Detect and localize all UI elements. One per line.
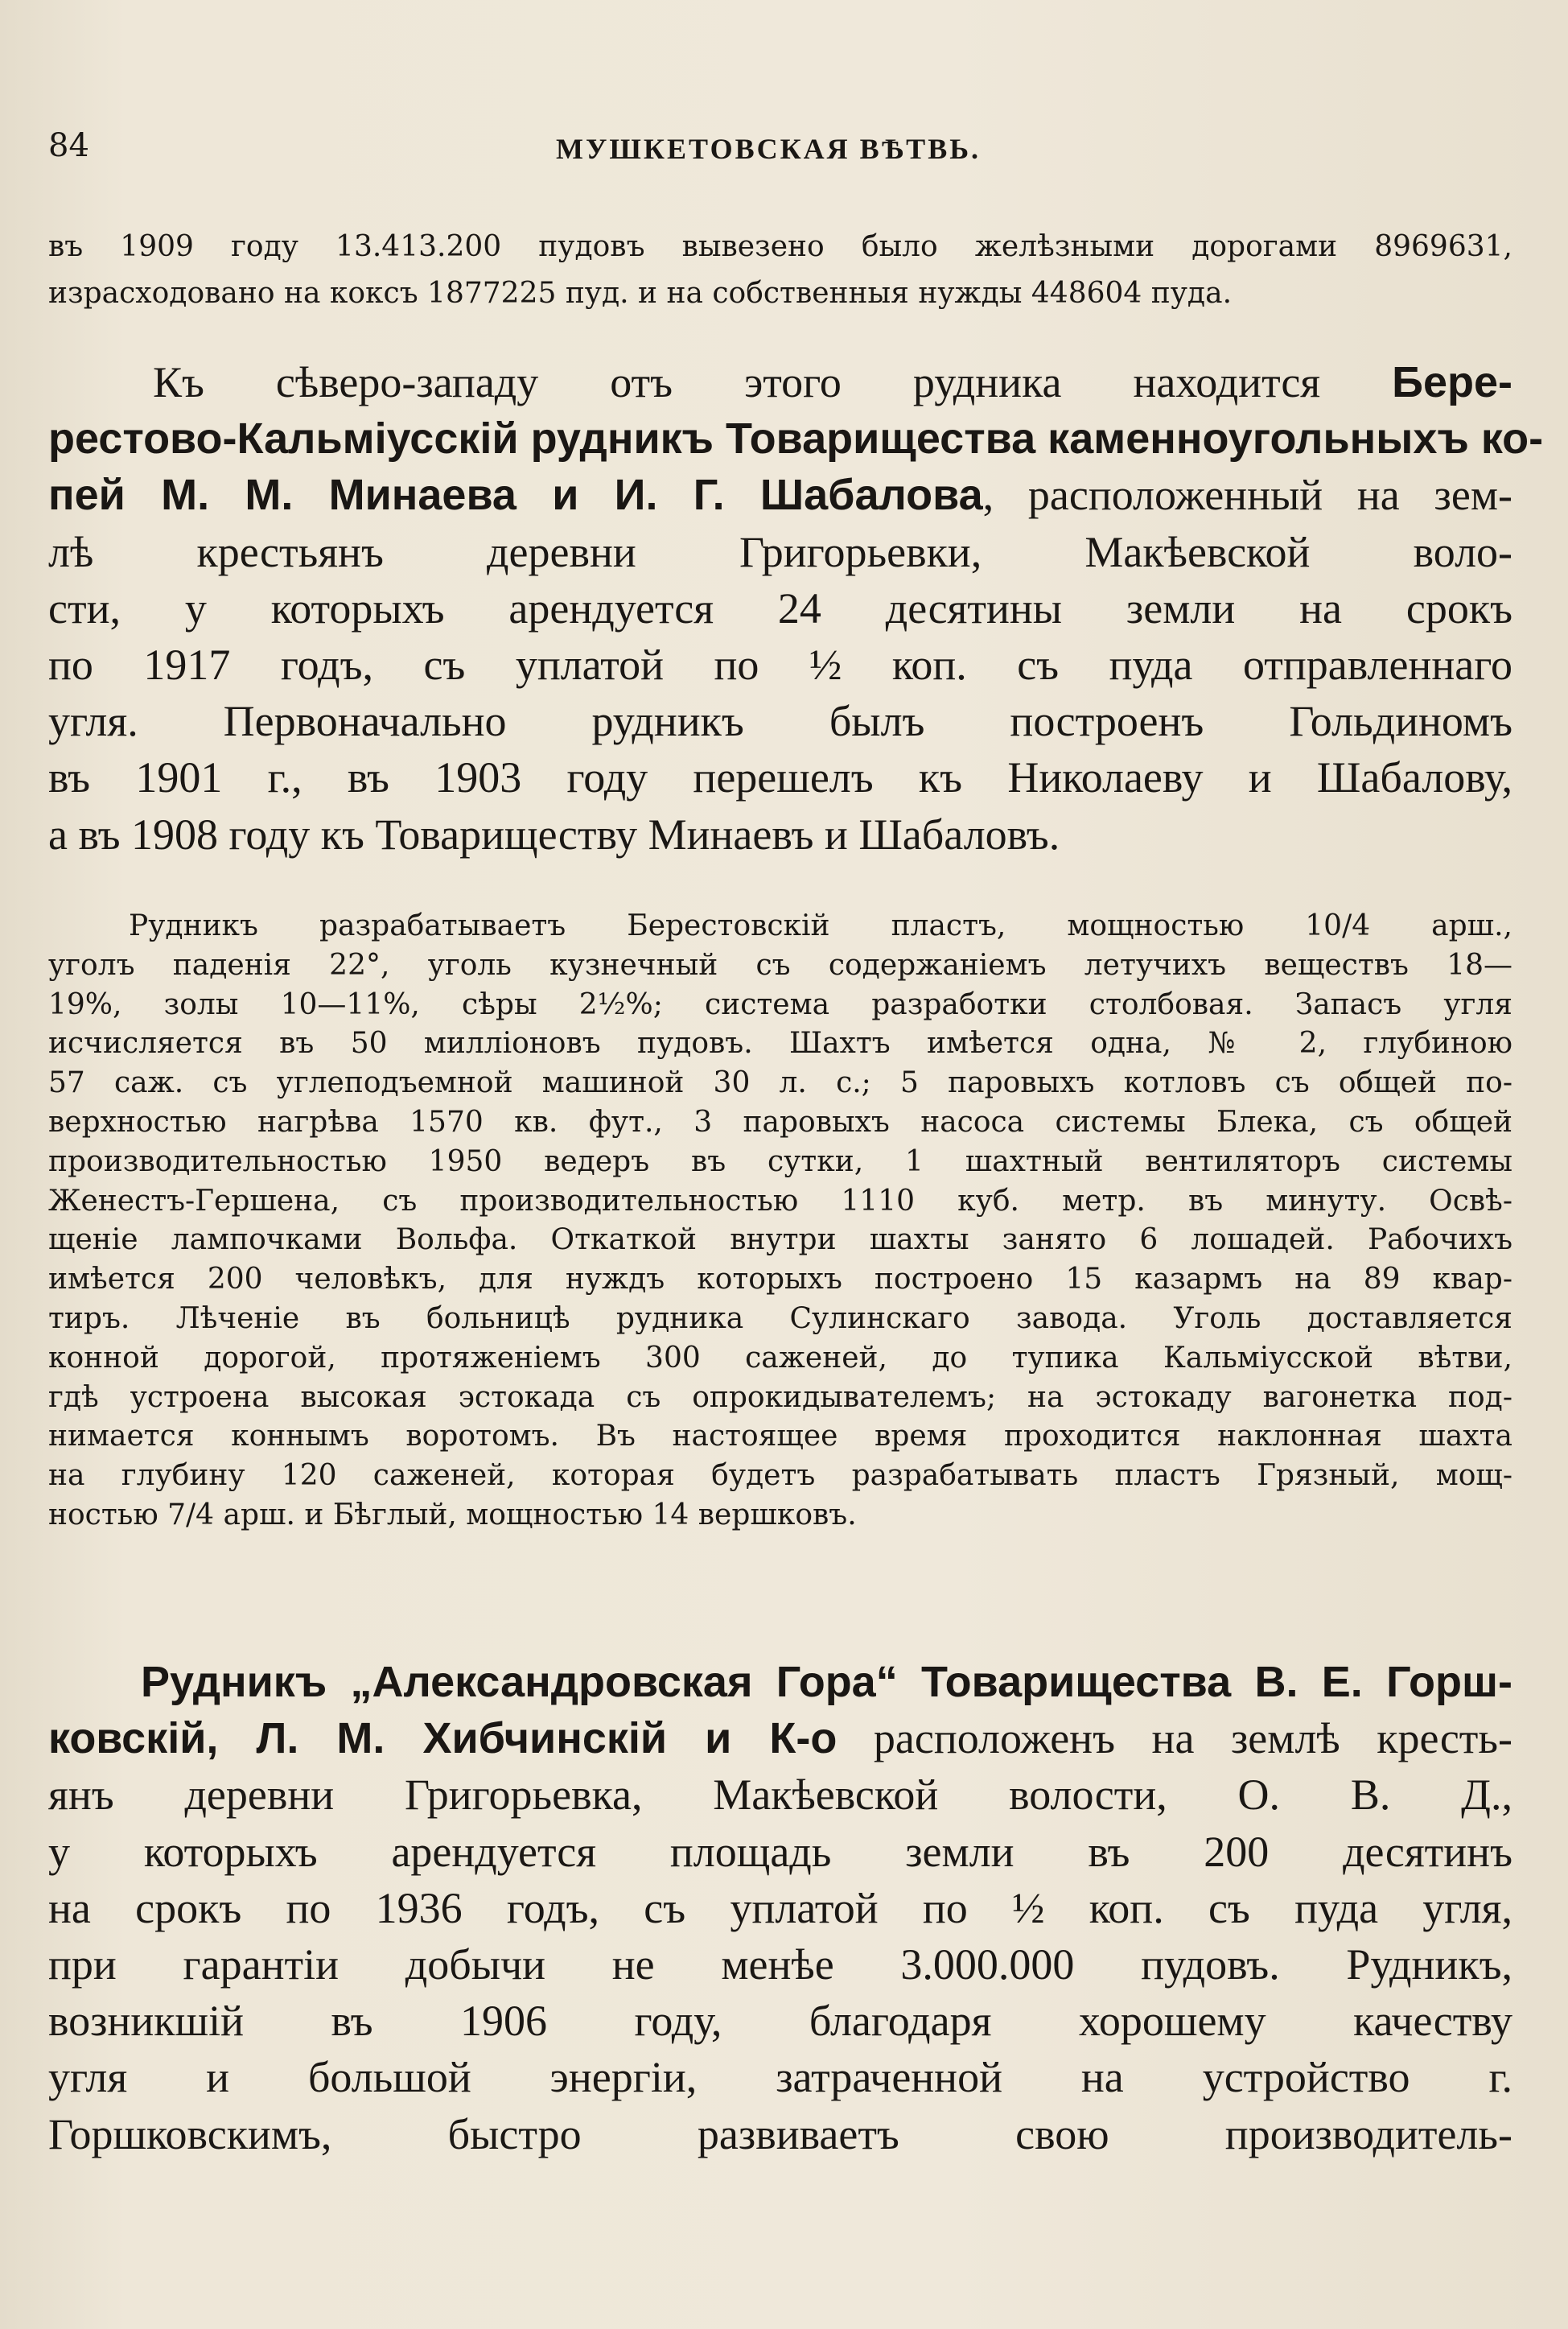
text-line: на глубину 120 саженей, которая будетъ разрабатывать пластъ Грязный, мощ- bbox=[48, 1459, 1512, 1493]
mine-name-bold: Рудникъ „Александровская Гора“ Товарищества В. Е. Горш- bbox=[141, 1658, 1512, 1706]
text-line: 19%, золы 10—11%, сѣры 2½%; система разработки столбовая. Запасъ угля bbox=[48, 987, 1512, 1021]
text-line: а въ 1908 году къ Товариществу Минаевъ и Шабаловъ. bbox=[48, 810, 1060, 859]
text-line: угля. Первоначально рудникъ былъ построенъ Гольдиномъ bbox=[48, 697, 1512, 746]
text-segment: , расположенный на зем- bbox=[982, 471, 1512, 520]
page-number: 84 bbox=[48, 127, 89, 164]
text-line: у которыхъ арендуется площадь земли въ 200 десятинъ bbox=[48, 1827, 1512, 1876]
text-line: верхностью нагрѣва 1570 кв. фут., 3 паровыхъ насоса системы Блека, съ общей bbox=[48, 1105, 1512, 1139]
text-line bbox=[48, 1654, 1512, 1710]
text-segment: Къ сѣверо-западу отъ этого рудника находится bbox=[153, 358, 1393, 406]
paragraph-alexandrovskaya-gora-mine bbox=[48, 1654, 1512, 2162]
text-line: гдѣ устроена высокая эстокада съ опрокидывателемъ; на эстокаду вагонетка под- bbox=[48, 1380, 1512, 1414]
text-line: въ 1909 году 13.413.200 пудовъ вывезено было желѣзными дорогами 8969631, bbox=[48, 230, 1512, 263]
text-line: возникшій въ 1906 году, благодаря хорошему качеству bbox=[48, 1997, 1512, 2046]
text-line: щеніе лампочками Вольфа. Откаткой внутри шахты занято 6 лошадей. Рабочихъ bbox=[48, 1223, 1512, 1257]
text-line: конной дорогой, протяженіемъ 300 саженей, до тупика Кальміусской вѣтви, bbox=[48, 1341, 1512, 1375]
text-line: Горшковскимъ, быстро развиваетъ свою производитель- bbox=[48, 2109, 1512, 2158]
text-line: сти, у которыхъ арендуется 24 десятины земли на срокъ bbox=[48, 583, 1512, 633]
intro-paragraph bbox=[48, 224, 1512, 317]
text-line: при гарантіи добычи не менѣе 3.000.000 пудовъ. Рудникъ, bbox=[48, 1940, 1512, 1989]
text-line: нимается коннымъ воротомъ. Въ настоящее время проходится наклонная шахта bbox=[48, 1420, 1512, 1453]
text-line: 57 саж. съ углеподъемной машиной 30 л. с.; 5 паровыхъ котловъ съ общей по- bbox=[48, 1066, 1512, 1100]
text-line: лѣ крестьянъ деревни Григорьевки, Макѣевской воло- bbox=[48, 527, 1512, 576]
text-line bbox=[48, 354, 1512, 410]
text-line: имѣется 200 человѣкъ, для нуждъ которыхъ построено 15 казармъ на 89 квар- bbox=[48, 1263, 1512, 1296]
text-line: по 1917 годъ, съ уплатой по ½ коп. съ пуда отправленнаго bbox=[48, 641, 1512, 690]
text-line: на срокъ по 1936 годъ, съ уплатой по ½ коп. съ пуда угля, bbox=[48, 1883, 1512, 1932]
mine-name-bold: рестово-Кальміусскій рудникъ Товарищества каменноугольныхъ ко- bbox=[48, 414, 1544, 464]
running-title: МУШКЕТОВСКАЯ ВѢТВЬ. bbox=[555, 133, 982, 165]
text-line: ностью 7/4 арш. и Бѣглый, мощностью 14 вершковъ. bbox=[48, 1498, 857, 1531]
text-line: исчисляется въ 50 милліоновъ пудовъ. Шахтъ имѣется одна, № 2, глубиною bbox=[48, 1027, 1512, 1061]
text-line: янъ деревни Григорьевка, Макѣевской волости, О. В. Д., bbox=[48, 1770, 1512, 1820]
owner-names-bold: пей М. М. Минаева и И. Г. Шабалова bbox=[48, 471, 983, 520]
text-line: уголъ паденія 22°, уголь кузнечный съ содержаніемъ летучихъ веществъ 18— bbox=[48, 948, 1512, 982]
text-segment: расположенъ на землѣ кресть- bbox=[837, 1714, 1512, 1763]
text-line: Женестъ-Гершена, съ производительностью 1110 куб. метр. въ минуту. Освѣ- bbox=[48, 1184, 1512, 1218]
text-line: Рудникъ разрабатываетъ Берестовскій пластъ, мощностью 10/4 арш., bbox=[129, 909, 1512, 942]
text-line: въ 1901 г., въ 1903 году перешелъ къ Николаеву и Шабалову, bbox=[48, 753, 1512, 802]
page-header bbox=[48, 127, 1488, 175]
text-line: угля и большой энергіи, затраченной на устройство г. bbox=[48, 2053, 1512, 2102]
text-line bbox=[48, 1710, 1512, 1766]
text-line bbox=[48, 467, 1512, 523]
mine-details-paragraph bbox=[48, 907, 1512, 1535]
paragraph-berestovo-kalmius-mine bbox=[48, 354, 1544, 863]
text-line: производительностью 1950 ведеръ въ сутки, 1 шахтный вентиляторъ системы bbox=[48, 1144, 1512, 1178]
text-line bbox=[48, 410, 1544, 467]
mine-name-bold: Бере- bbox=[1392, 358, 1512, 406]
owner-names-bold: ковскій, Л. М. Хибчинскій и К-о bbox=[48, 1714, 838, 1763]
text-line: тиръ. Лѣченіе въ больницѣ рудника Сулинскаго завода. Уголь доставляется bbox=[48, 1301, 1512, 1335]
text-line: израсходовано на коксъ 1877225 пуд. и на собственныя нужды 448604 пуда. bbox=[48, 277, 1233, 310]
